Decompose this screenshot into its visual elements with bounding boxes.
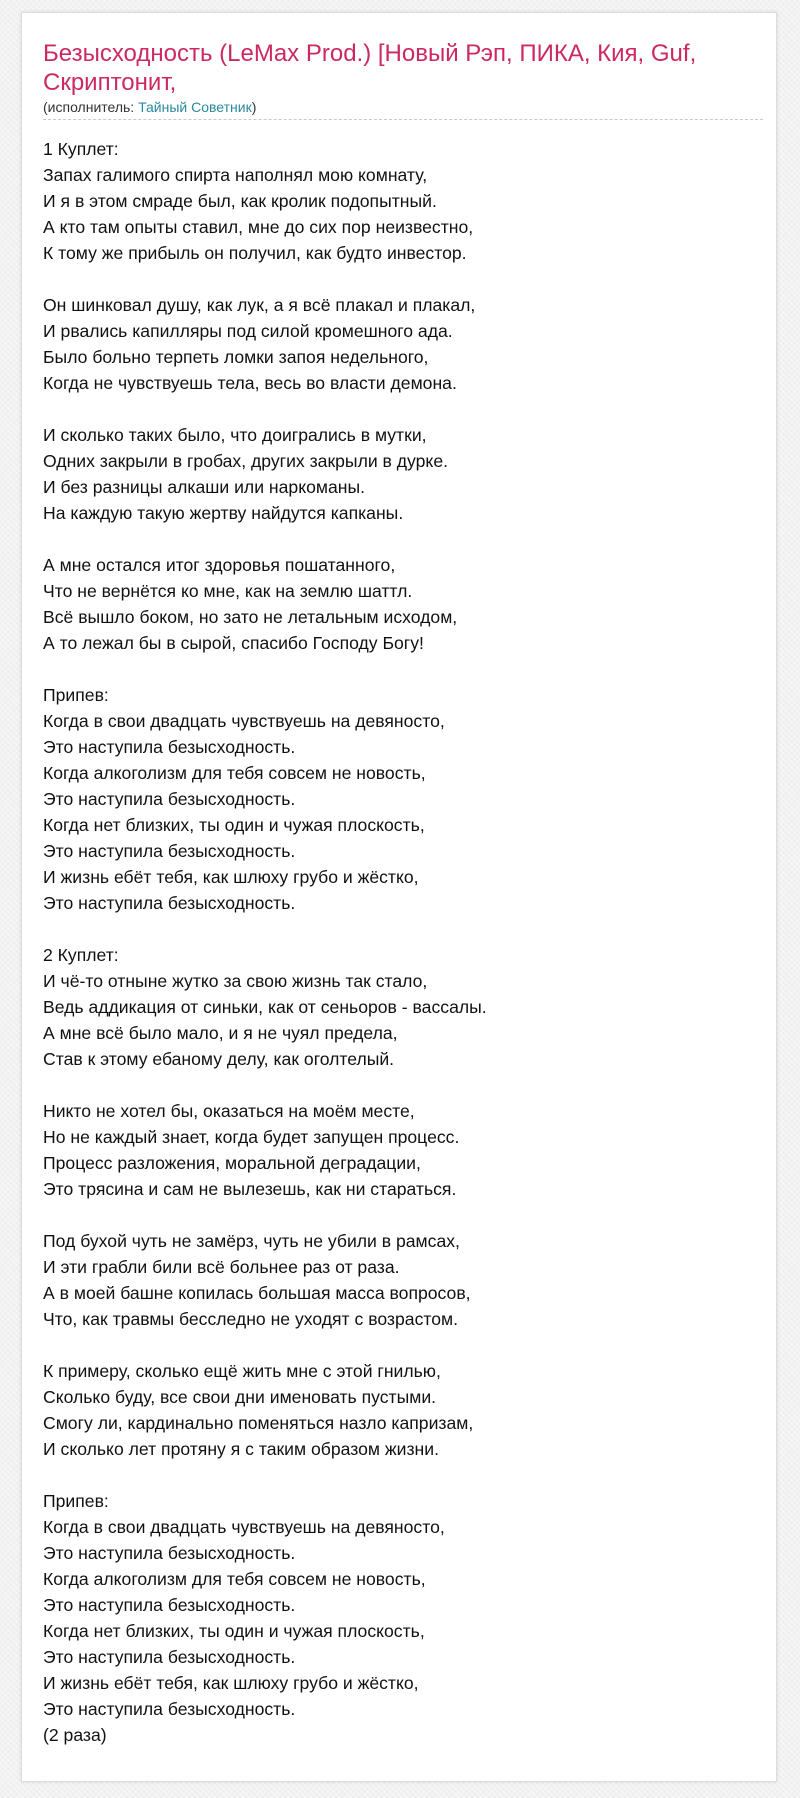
lyric-line: Что не вернётся ко мне, как на землю шаттл. — [43, 581, 413, 601]
lyric-line: Когда нет близких, ты один и чужая плоскость, — [43, 1621, 425, 1641]
lyric-line: (2 раза) — [43, 1725, 107, 1745]
lyric-line: Запах галимого спирта наполнял мою комнату, — [43, 165, 428, 185]
lyric-line: И жизнь ебёт тебя, как шлюху грубо и жёстко, — [43, 1673, 419, 1693]
lyric-line: Это наступила безысходность. — [43, 841, 296, 861]
lyrics-stanza — [43, 1098, 756, 1202]
lyric-line: Припев: — [43, 685, 109, 705]
lyric-line: Когда в свои двадцать чувствуешь на девяносто, — [43, 711, 445, 731]
lyric-line: А кто там опыты ставил, мне до сих пор неизвестно, — [43, 217, 474, 237]
lyric-line: А в моей башне копилась большая масса вопросов, — [43, 1283, 471, 1303]
lyric-line: Он шинковал душу, как лук, а я всё плакал и плакал, — [43, 295, 476, 315]
lyrics-stanza — [43, 1488, 756, 1748]
performer-suffix: ) — [251, 99, 257, 115]
lyric-line: Смогу ли, кардинально поменяться назло капризам, — [43, 1413, 474, 1433]
lyric-line: Сколько буду, все свои дни именовать пустыми. — [43, 1387, 437, 1407]
lyric-line: А мне всё было мало, и я не чуял предела, — [43, 1023, 398, 1043]
lyric-line: Процесс разложения, моральной деградации, — [43, 1153, 421, 1173]
lyric-line: Это наступила безысходность. — [43, 789, 296, 809]
performer-line — [43, 99, 763, 120]
lyric-line: Когда алкоголизм для тебя совсем не новость, — [43, 1569, 426, 1589]
lyric-line: Это трясина и сам не вылезешь, как ни стараться. — [43, 1179, 457, 1199]
lyric-line: А то лежал бы в сырой, спасибо Господу Богу! — [43, 633, 424, 653]
lyric-line: Было больно терпеть ломки запоя недельного, — [43, 347, 429, 367]
lyric-line: На каждую такую жертву найдутся капканы. — [43, 503, 404, 523]
lyric-line: К примеру, сколько ещё жить мне с этой гнилью, — [43, 1361, 441, 1381]
lyric-line: Это наступила безысходность. — [43, 1543, 296, 1563]
lyrics-stanza — [43, 552, 756, 656]
lyric-line: И эти грабли били всё больнее раз от раза. — [43, 1257, 400, 1277]
lyrics-stanza — [43, 422, 756, 526]
lyrics-stanza — [43, 942, 756, 1072]
performer-link[interactable]: Тайный Советник — [138, 99, 252, 115]
lyric-line: Никто не хотел бы, оказаться на моём месте, — [43, 1101, 415, 1121]
lyrics-card — [21, 12, 777, 1782]
lyrics-text — [43, 136, 756, 1748]
song-title: Безысходность (LeMax Prod.) [Новый Рэп, ПИКА, Кия, Guf, Скриптонит, — [43, 40, 697, 96]
lyrics-stanza — [43, 1358, 756, 1462]
lyric-line: Это наступила безысходность. — [43, 737, 296, 757]
lyric-line: Одних закрыли в гробах, других закрыли в дурке. — [43, 451, 448, 471]
lyric-line: 1 Куплет: — [43, 139, 119, 159]
lyric-line: Но не каждый знает, когда будет запущен процесс. — [43, 1127, 460, 1147]
lyrics-stanza — [43, 1228, 756, 1332]
lyric-line: Когда нет близких, ты один и чужая плоскость, — [43, 815, 425, 835]
lyric-line: Это наступила безысходность. — [43, 1595, 296, 1615]
lyric-line: Всё вышло боком, но зато не летальным исходом, — [43, 607, 458, 627]
lyric-line: А мне остался итог здоровья пошатанного, — [43, 555, 396, 575]
lyric-line: Это наступила безысходность. — [43, 893, 296, 913]
lyric-line: 2 Куплет: — [43, 945, 119, 965]
lyric-line: И я в этом смраде был, как кролик подопытный. — [43, 191, 437, 211]
lyric-line: И рвались капилляры под силой кромешного ада. — [43, 321, 453, 341]
lyric-line: И без разницы алкаши или наркоманы. — [43, 477, 366, 497]
lyric-line: И жизнь ебёт тебя, как шлюху грубо и жёстко, — [43, 867, 419, 887]
lyric-line: И сколько таких было, что доигрались в мутки, — [43, 425, 427, 445]
lyric-line: Когда не чувствуешь тела, весь во власти демона. — [43, 373, 457, 393]
lyric-line: К тому же прибыль он получил, как будто инвестор. — [43, 243, 467, 263]
lyric-line: Что, как травмы бесследно не уходят с возрастом. — [43, 1309, 458, 1329]
lyric-line: И чё-то отныне жутко за свою жизнь так стало, — [43, 971, 428, 991]
performer-prefix: (исполнитель: — [43, 99, 139, 115]
lyrics-stanza — [43, 292, 756, 396]
lyric-line: Припев: — [43, 1491, 109, 1511]
lyric-line: И сколько лет протяну я с таким образом жизни. — [43, 1439, 439, 1459]
lyric-line: Ведь аддикация от синьки, как от сеньоров - вассалы. — [43, 997, 487, 1017]
lyric-line: Под бухой чуть не замёрз, чуть не убили в рамсах, — [43, 1231, 460, 1251]
lyric-line: Став к этому ебаному делу, как оголтелый. — [43, 1049, 395, 1069]
lyrics-stanza — [43, 136, 756, 266]
lyric-line: Это наступила безысходность. — [43, 1647, 296, 1667]
lyric-line: Когда в свои двадцать чувствуешь на девяносто, — [43, 1517, 445, 1537]
lyric-line: Это наступила безысходность. — [43, 1699, 296, 1719]
lyrics-stanza — [43, 682, 756, 916]
lyric-line: Когда алкоголизм для тебя совсем не новость, — [43, 763, 426, 783]
